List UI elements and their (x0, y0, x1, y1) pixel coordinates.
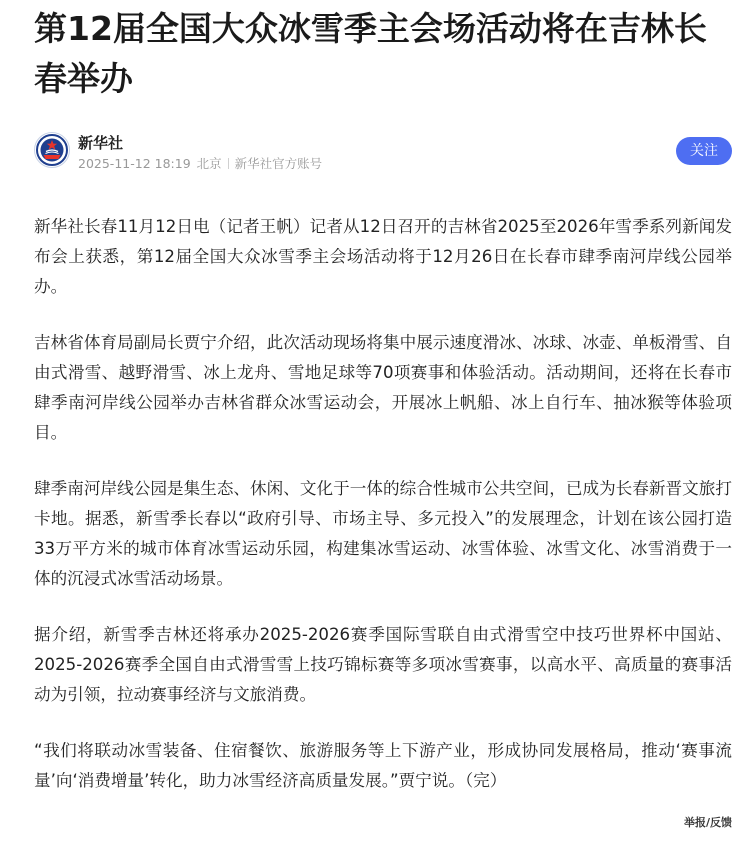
paragraph: 据介绍，新雪季吉林还将承办2025-2026赛季国际雪联自由式滑雪空中技巧世界杯中国站、2025-2026赛季全国自由式滑雪雪上技巧锦标赛等多项冰雪赛事，以高水平、高质量的赛事活动为引领，拉动赛事经济与文旅消费。 (34, 625, 732, 704)
article-title: 第12届全国大众冰雪季主会场活动将在吉林长春举办 (34, 9, 707, 98)
publish-time: 2025-11-12 18:19 (78, 156, 191, 171)
xinhua-logo-icon (35, 133, 69, 167)
avatar[interactable] (34, 132, 70, 168)
paragraph: “我们将联动冰雪装备、住宿餐饮、旅游服务等上下游产业，形成协同发展格局，推动‘赛事流量’向‘消费增量’转化，助力冰雪经济高质量发展。”贾宁说。（完） (34, 741, 732, 790)
paragraph: 肆季南河岸线公园是集生态、休闲、文化于一体的综合性城市公共空间，已成为长春新晋文旅打卡地。据悉，新雪季长春以“政府引导、市场主导、多元投入”的发展理念，计划在该公园打造33万平方米的城市体育冰雪运动乐园，构建集冰雪运动、冰雪体验、冰雪文化、冰雪消费于一体的沉浸式冰雪活动场景。 (34, 479, 732, 588)
paragraph: 新华社长春11月12日电（记者王帆）记者从12日召开的吉林省2025至2026年雪季系列新闻发布会上获悉，第12届全国大众冰雪季主会场活动将于12月26日在长春市肆季南河岸线公园举办。 (34, 217, 732, 296)
author-info (34, 132, 732, 174)
publish-location: 北京 (196, 156, 222, 171)
meta-divider (228, 158, 229, 169)
author-name[interactable]: 新华社 (78, 134, 124, 152)
follow-button[interactable]: 关注 (676, 137, 732, 165)
report-feedback-link[interactable]: 举报/反馈 (683, 816, 732, 829)
article-meta (78, 155, 322, 173)
paragraph: 吉林省体育局副局长贾宁介绍，此次活动现场将集中展示速度滑冰、冰球、冰壶、单板滑雪、自由式滑雪、越野滑雪、冰上龙舟、雪地足球等70项赛事和体验活动。活动期间，还将在长春市肆季南河岸线公园举办吉林省群众冰雪运动会，开展冰上帆船、冰上自行车、抽冰猴等体验项目。 (34, 333, 732, 442)
article-body (34, 212, 732, 822)
account-type: 新华社官方账号 (234, 156, 323, 171)
